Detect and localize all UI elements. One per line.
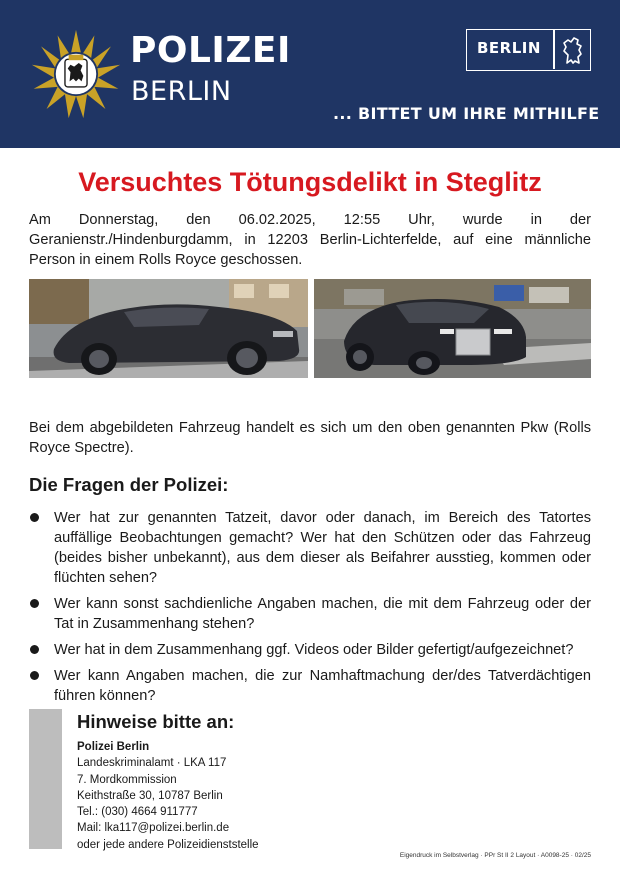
- contact-accent-bar: [29, 709, 62, 849]
- berlin-logo-box: [466, 29, 591, 71]
- tagline: ... BITTET UM IHRE MITHILFE: [333, 104, 600, 123]
- contact-email[interactable]: Mail: lka117@polizei.berlin.de: [77, 822, 230, 835]
- vehicle-photo-front: [314, 279, 591, 378]
- contact-department: Landeskriminalamt · LKA 117: [77, 757, 227, 770]
- contact-address: Keithstraße 30, 10787 Berlin: [77, 789, 223, 802]
- headline: Versuchtes Tötungsdelikt in Steglitz: [78, 167, 542, 197]
- contact-heading: Hinweise bitte an:: [77, 711, 235, 732]
- contact-organization: Polizei Berlin: [77, 741, 150, 753]
- police-star-badge-icon: [30, 28, 122, 120]
- questions-heading: Die Fragen der Polizei:: [29, 474, 229, 495]
- vehicle-note: Bei dem abgebildeten Fahrzeug handelt es sich um den oben genannten Pkw (Rolls Royce Spectre).: [29, 420, 591, 456]
- contact-details: [77, 739, 259, 853]
- incident-description: Am Donnerstag, den 06.02.2025, 12:55 Uhr, wurde in der Geranienstr./Hindenburgdamm, in 12203 Berlin-Lichterfelde, auf eine männliche Person in einem Rolls Royce geschossen.: [29, 212, 591, 268]
- question-text: Wer hat zur genannten Tatzeit, davor oder danach, im Bereich des Tatortes auffällige Beobachtungen gemacht? Wer hat den Schützen oder das Fahrzeug (beides bisher unbekannt), aus dem dieser als Beifahrer ausstieg, kommen oder flüchten sehen?: [54, 510, 591, 586]
- brand-subtitle: BERLIN: [131, 76, 232, 107]
- imprint-line: Eigendruck im Selbstverlag · PPr St II 2 Layout · A0098-25 · 02/25: [399, 852, 591, 859]
- bullet-icon: [30, 645, 39, 654]
- list-item: [29, 594, 591, 634]
- brand-title: POLIZEI: [130, 30, 291, 71]
- list-item: [29, 508, 591, 588]
- berlin-logo-divider: [553, 30, 555, 69]
- question-text: Wer kann Angaben machen, die zur Namhaftmachung der/des Tatverdächtigen führen können?: [54, 668, 591, 704]
- contact-alternative: oder jede andere Polizeidienststelle: [77, 838, 259, 851]
- contact-unit: 7. Mordkommission: [77, 773, 177, 786]
- list-item: [29, 666, 591, 706]
- vehicle-photo-side: [29, 279, 308, 378]
- header-band: [0, 0, 620, 148]
- bullet-icon: [30, 671, 39, 680]
- questions-list: [29, 508, 591, 712]
- question-text: Wer kann sonst sachdienliche Angaben machen, die mit dem Fahrzeug oder der Tat in Zusammenhang stehen?: [54, 596, 591, 632]
- question-text: Wer hat in dem Zusammenhang ggf. Videos oder Bilder gefertigt/aufgezeichnet?: [54, 642, 574, 658]
- bullet-icon: [30, 513, 39, 522]
- berlin-bear-icon: [559, 35, 587, 65]
- berlin-label: BERLIN: [477, 39, 541, 57]
- bullet-icon: [30, 599, 39, 608]
- contact-phone[interactable]: Tel.: (030) 4664 911777: [77, 806, 198, 819]
- list-item: [29, 640, 591, 660]
